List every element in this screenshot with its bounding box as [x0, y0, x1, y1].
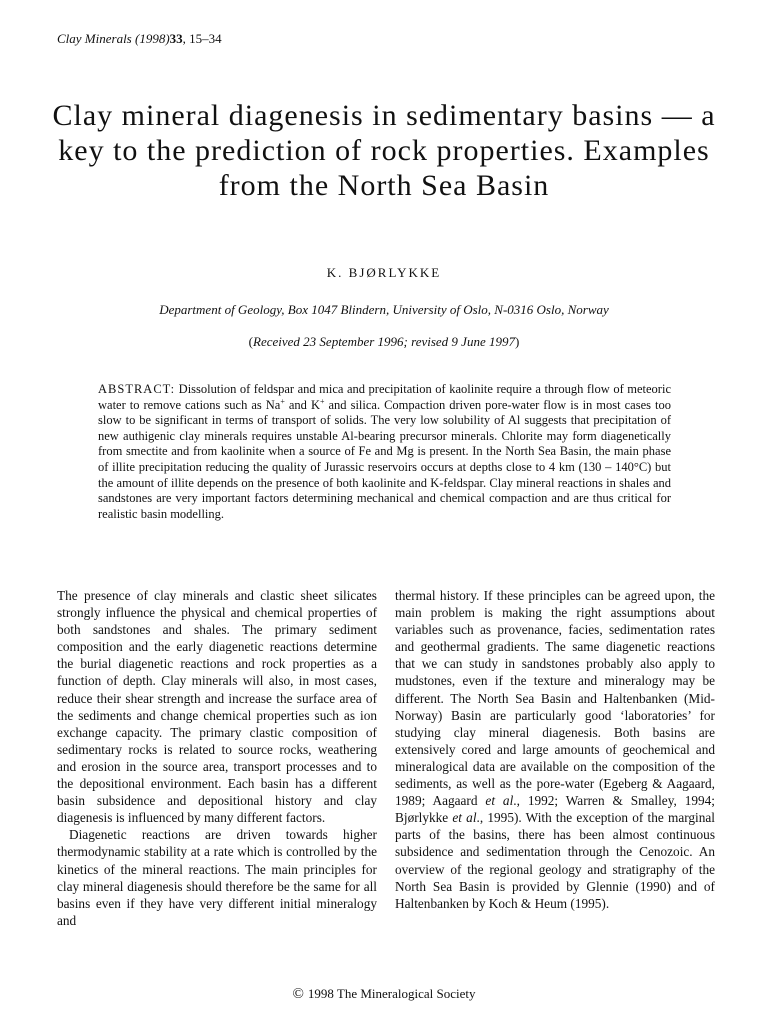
journal-name: Clay Minerals — [57, 31, 132, 46]
et-al-italic-2: et al — [452, 810, 477, 826]
received-dates — [0, 334, 768, 350]
abstract — [98, 382, 671, 522]
abstract-text-2: and K — [284, 397, 320, 412]
received-text: Received 23 September 1996; revised 9 June 1997 — [253, 334, 515, 349]
received-close-paren: ) — [514, 334, 520, 349]
journal-volume: 33 — [169, 31, 183, 46]
body-paragraph-1: The presence of clay minerals and clastic sheet silicates strongly influence the physical and chemical properties of both sandstones and shales. The primary sediment composition and the early diagenetic reactions determine the burial diagenetic reactions and rock properties as a function of depth. Clay minerals will also, in most cases, reduce their shear strength and increase the surface area of the sediments and change chemical properties such as ion exchange capacity. The primary clastic composition of sedimentary rocks is related to source rocks, weathering and erosion in the source area, transport processes and to the depositional environment. Each basin has a different basin subsidence and depositional history and clay diagenesis is influenced by many different factors. — [57, 588, 377, 826]
et-al-italic-1: et al — [485, 793, 514, 809]
body-paragraph-3 — [395, 587, 715, 912]
journal-year: (1998) — [135, 31, 170, 46]
body-column-right — [395, 587, 715, 912]
received-open-paren: ( — [248, 334, 254, 349]
copyright-footer — [0, 986, 768, 1003]
abstract-text-1: Dissolution of feldspar and mica and precipitation of kaolinite require a through flow of meteoric water to remove cations such as Na — [98, 382, 671, 412]
author-affiliation: Department of Geology, Box 1047 Blindern, University of Oslo, N-0316 Oslo, Norway — [159, 302, 609, 317]
article-title: Clay mineral diagenesis in sedimentary basins — a key to the prediction of rock properties. Examples from the North Sea Basin — [52, 99, 716, 202]
body-paragraph-2: Diagenetic reactions are driven towards higher thermodynamic stability at a rate which is controlled by the kinetics of the mineral reactions. The main principles for clay mineral diagenesis should therefore be the same for all basins even if they have very different initial mineralogy and — [57, 827, 377, 928]
body-paragraph-3-part-b: ., 1992; Warren & Smalley, 1994; Bjørlykke — [395, 793, 716, 826]
abstract-label: ABSTRACT: — [98, 382, 176, 396]
copyright-symbol: © — [292, 986, 304, 1002]
body-paragraph-3-part-a: thermal history. If these principles can be agreed upon, the main problem is making the right assumptions about variables such as provenance, facies, sedimentation rates and geothermal gradients. The same diagenetic reactions that we can study in sandstones probably also apply to mudstones, even if the texture and mineralogy may be different. The North Sea Basin and Haltenbanken (Mid-Norway) Basin are particularly good ‘laboratories’ for studying clay mineral diagenesis. Both basins are extensively cored and large amounts of geochemical and mineralogical data are available on the composition of the sediments, as well as the pore-water (Egeberg & Aagaard, 1989; Aagaard — [395, 588, 715, 809]
abstract-superscript-k: + — [319, 396, 325, 406]
journal-pages: , 15–34 — [182, 31, 222, 46]
author-name: K. BJØRLYKKE — [326, 265, 442, 280]
body-paragraph-3-part-c: ., 1995). With the exception of the marginal parts of the basins, there has been almost continuous subsidence and sedimentation through the Cenozoic. An overview of the regional geology and stratigraphy of the North Sea Basin is provided by Glennie (1990) and of Haltenbanken by Koch & Heum (1995). — [395, 810, 715, 911]
abstract-superscript-na: + — [280, 396, 285, 406]
copyright-text: 1998 The Mineralogical Society — [307, 986, 476, 1001]
abstract-text-3: and silica. Compaction driven pore-water flow is in most cases too slow to be significant in terms of transport of solids. The very low solubility of Al suggests that precipitation of new authigenic clay minerals requires unstable Al-bearing precursor minerals. Chlorite may form diagenetically from smectite and from kaolinite when a source of Fe and Mg is present. In the North Sea Basin, the main phase of illite precipitation reducing the quality of Jurassic reservoirs occurs at depths close to 4 km (130 – 140°C) but the amount of illite depends on the presence of both kaolinite and K-feldspar. Clay mineral reactions in shales and sandstones are very important factors determining mechanical and chemical compaction and are thus critical for realistic basin modelling. — [98, 397, 671, 521]
body-column-left — [57, 587, 377, 929]
journal-citation — [57, 31, 222, 47]
